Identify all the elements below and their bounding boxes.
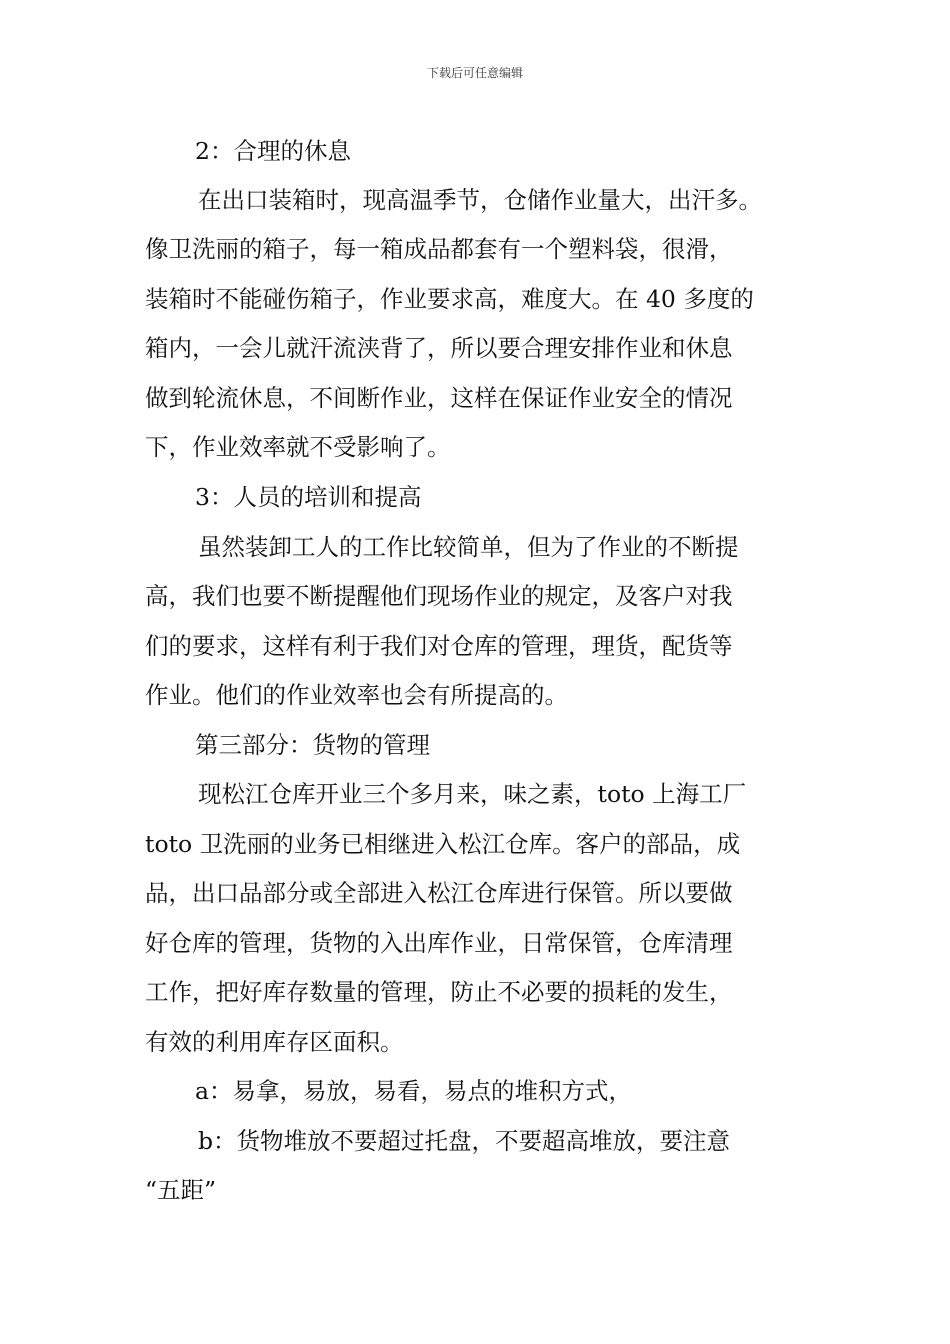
paragraph-line: 像卫洗丽的箱子，每一箱成品都套有一个塑料袋，很滑， (145, 235, 733, 263)
paragraph-line: 下，作业效率就不受影响了。 (145, 433, 451, 461)
paragraph-line: “五距” (145, 1176, 217, 1204)
paragraph-line: 有效的利用库存区面积。 (145, 1028, 404, 1056)
paragraph-line: 好仓库的管理，货物的入出库作业，日常保管，仓库清理 (145, 929, 733, 957)
paragraph-line: 虽然装卸工人的工作比较简单，但为了作业的不断提 (198, 533, 739, 561)
paragraph-line: 高，我们也要不断提醒他们现场作业的规定，及客户对我 (145, 582, 733, 610)
list-item-b: b：货物堆放不要超过托盘，不要超高堆放，要注意 (198, 1127, 731, 1155)
section-heading-rest: 2：合理的休息 (195, 137, 351, 165)
paragraph-line: 箱内，一会儿就汗流浃背了，所以要合理安排作业和休息 (145, 334, 733, 362)
paragraph-line: 现松江仓库开业三个多月来，味之素，toto 上海工厂 (198, 780, 747, 808)
paragraph-line: 装箱时不能碰伤箱子，作业要求高，难度大。在 40 多度的 (145, 285, 754, 313)
paragraph-line: 做到轮流休息，不间断作业，这样在保证作业安全的情况 (145, 384, 733, 412)
page-header: 下载后可任意编辑 (426, 66, 523, 80)
paragraph-line: 作业。他们的作业效率也会有所提高的。 (145, 681, 568, 709)
paragraph-line: 品，出口品部分或全部进入松江仓库进行保管。所以要做 (145, 879, 733, 907)
paragraph-line: 工作，把好库存数量的管理，防止不必要的损耗的发生， (145, 978, 733, 1006)
paragraph-line: 们的要求，这样有利于我们对仓库的管理，理货，配货等 (145, 632, 733, 660)
paragraph-line: 在出口装箱时，现高温季节，仓储作业量大，出汗多。 (198, 186, 762, 214)
section-heading-part-three: 第三部分：货物的管理 (195, 731, 430, 759)
list-item-a: a：易拿，易放，易看，易点的堆积方式， (195, 1077, 633, 1105)
paragraph-line: toto 卫洗丽的业务已相继进入松江仓库。客户的部品，成 (145, 830, 741, 858)
section-heading-training: 3：人员的培训和提高 (195, 483, 422, 511)
